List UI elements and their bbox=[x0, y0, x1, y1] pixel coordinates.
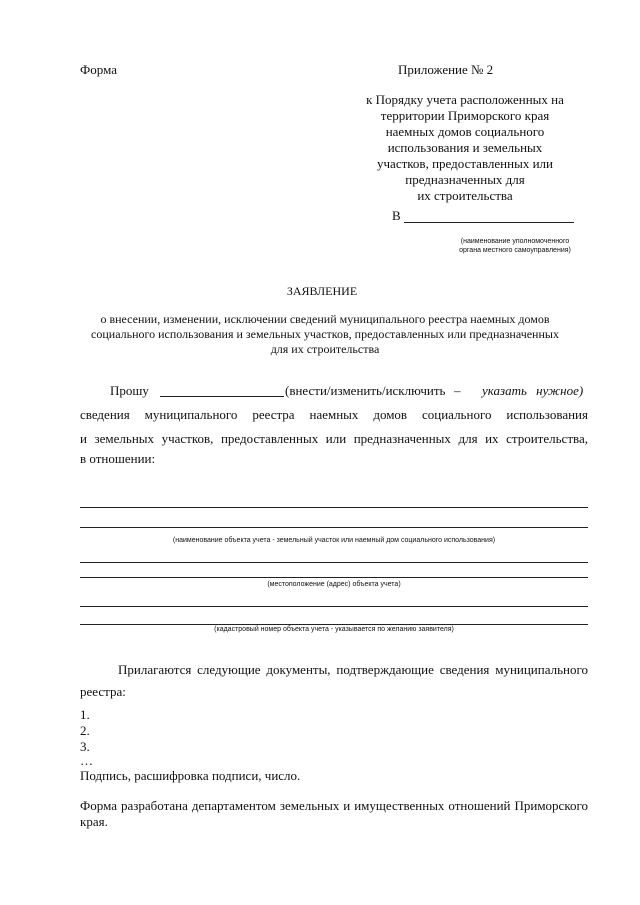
request-choice-blank[interactable] bbox=[160, 396, 284, 397]
request-choice-text: (внести/изменить/исключить bbox=[285, 383, 446, 398]
authority-caption-line: органа местного самоуправления) bbox=[459, 247, 571, 254]
list-item: 3. bbox=[80, 739, 90, 754]
attachments-list bbox=[80, 707, 93, 767]
list-item: … bbox=[80, 753, 93, 768]
appendix-number: Приложение № 2 bbox=[398, 62, 494, 77]
object-field-line-2[interactable] bbox=[80, 527, 588, 528]
authority-caption-line: (наименование уполномоченного bbox=[460, 238, 570, 245]
procedure-line: территории Приморского края bbox=[380, 108, 550, 123]
subtitle-line: социального использования и земельных участков, предоставленных или предназначенных bbox=[91, 327, 559, 341]
procedure-line: предназначенных для bbox=[405, 172, 525, 187]
footer-line-1: Форма разработана департаментом земельных и имущественных отношений Приморского bbox=[80, 798, 588, 813]
to-prefix: В bbox=[392, 208, 401, 223]
cadastral-field-caption: (кадастровый номер объекта учета - указывается по желанию заявителя) bbox=[214, 626, 454, 633]
object-field-line-1[interactable] bbox=[80, 507, 588, 508]
request-line-4: в отношении: bbox=[80, 451, 156, 466]
procedure-line: использования и земельных bbox=[387, 140, 543, 155]
authority-blank-line[interactable] bbox=[404, 222, 574, 223]
procedure-line: наемных домов социального bbox=[385, 124, 545, 139]
subtitle-line: для их строительства bbox=[270, 342, 380, 356]
signature-line: Подпись, расшифровка подписи, число. bbox=[80, 768, 301, 783]
object-field-caption: (наименование объекта учета - земельный участок или наемный дом социального использования) bbox=[172, 537, 496, 544]
form-label: Форма bbox=[80, 62, 117, 77]
list-item: 2. bbox=[80, 723, 90, 738]
list-item: 1. bbox=[80, 707, 90, 722]
cadastral-field-line-1[interactable] bbox=[80, 606, 588, 607]
subtitle-line: о внесении, изменении, исключении сведений муниципального реестра наемных домов bbox=[100, 312, 550, 326]
request-line-3: и земельных участков, предоставленных или предназначенных для их строительства, bbox=[80, 431, 588, 446]
attachments-intro-line-2: реестра: bbox=[80, 684, 126, 699]
location-field-line-2[interactable] bbox=[80, 577, 588, 578]
procedure-line: участков, предоставленных или bbox=[377, 156, 553, 171]
procedure-line: к Порядку учета расположенных на bbox=[366, 92, 564, 107]
procedure-reference bbox=[340, 92, 590, 204]
document-title: ЗАЯВЛЕНИЕ bbox=[286, 284, 358, 298]
request-dash: – bbox=[454, 383, 461, 398]
request-ask-word: Прошу bbox=[110, 383, 149, 398]
document-subtitle bbox=[60, 312, 590, 357]
request-hint: указать нужное) bbox=[482, 383, 584, 398]
procedure-line: их строительства bbox=[417, 188, 513, 203]
location-field-caption: (местоположение (адрес) объекта учета) bbox=[267, 581, 401, 588]
authority-caption bbox=[440, 237, 590, 255]
footer-line-2: края. bbox=[80, 814, 108, 829]
location-field-line-1[interactable] bbox=[80, 562, 588, 563]
request-line-2: сведения муниципального реестра наемных домов социального использования bbox=[80, 407, 588, 422]
attachments-intro-line-1: Прилагаются следующие документы, подтверждающие сведения муниципального bbox=[118, 662, 588, 677]
